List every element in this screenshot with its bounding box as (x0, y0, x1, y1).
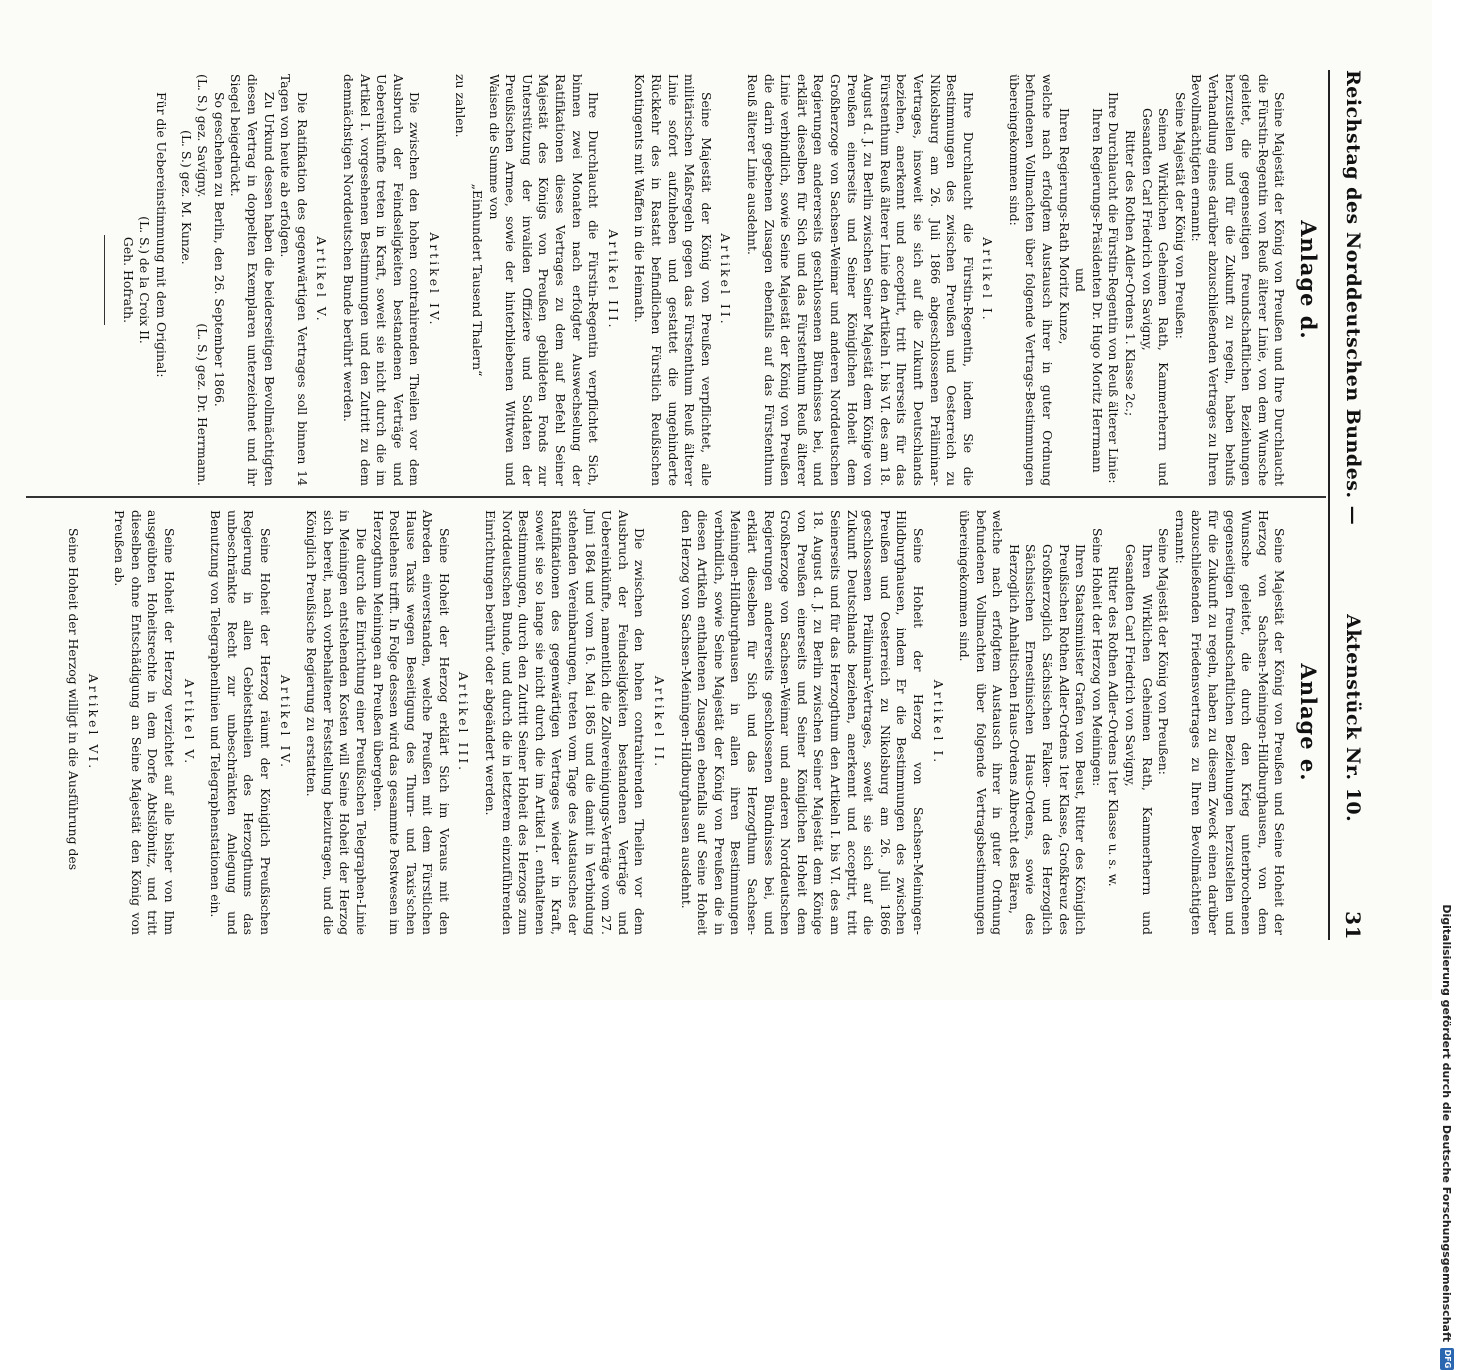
digitization-text: Digitalisierung gefördert durch die Deutsche Forschungsgemeinschaft (1440, 904, 1454, 1342)
column-divider (26, 496, 1326, 498)
left-art5: Die Ratifikation des gegenwärtigen Vertrages soll binnen 14 Tagen von heute ab erfolgen. (278, 74, 310, 486)
right-art1-title: Artikel I. (930, 679, 946, 766)
anlage-d-heading: Anlage d. (1296, 220, 1321, 340)
left-attest: Für die Uebereinstimmung mit dem Original: (154, 92, 169, 378)
left-end-rule (104, 235, 105, 325)
left-envoy-4: Ihren Regierungs-Rath Moritz Kunze, (1056, 108, 1072, 345)
left-sig-kunze: (L. S.) gez. M. Kunze. (178, 130, 194, 265)
digitization-note (1436, 70, 1458, 1370)
page-number: 31 (1341, 911, 1365, 940)
left-art4: Die zwischen den hohen contrahirenden Theilen vor dem Ausbruch der Feindseligkeiten bestandenen Verträge und Uebereinkünfte treten in Kraft, soweit sie nicht durch die im Artikel I. vorgesehenen Bestimmungen und den Zutritt zu dem demnächstigen Norddeutschen Bunde berührt werden. (340, 74, 423, 486)
right-column (64, 510, 1324, 935)
left-envoy-2: Ritter des Rothen Adler-Ordens 1. Klasse 2c.; (1123, 130, 1139, 417)
left-art2: Seine Majestät der König von Preußen verpflichtet, alle militärischen Maßregeln gegen das Fürstenthum Reuß älterer Linie sofort aufzuheben und gestattet die ungehinderte Rückkehr des in Rastatt befindlichen Fürstlich Reußischen Kontingents mit Waffen in die Heimath. (632, 74, 714, 486)
right-envoy-2: Ritter des Rothen Adler-Ordens 1ter Klasse u. s. w. (1106, 566, 1122, 887)
left-art1: Ihre Durchlaucht die Fürstin-Regentin, indem Sie die Bestimmungen des zwischen Preußen und Oesterreich zu Nikolsburg am 26. Juli 1866 abgeschlossenen Präliminar-Vertrages, insoweit sie sich auf die Zukunft Deutschlands beziehen, anerkennt und acceptirt, tritt Ihrerseits für das Fürstenthum Reuß älterer Linie den Artikeln I. bis VI. des am 18. August d. J. zu Berlin zwischen Seiner Majestät dem Könige von Preußen einerseits und Seiner Königlichen Hoheit dem Großherzoge von Sachsen-Weimar und anderen Norddeutschen Regierungen andererseits geschlossenen Bündnisses bei, und erklärt dieselben für Sich und das Fürstenthum Reuß älterer Linie verbindlich, sowie Seine Majestät der König von Preußen die darin gegebenen Zusagen ebenfalls auf das Fürstenthum Reuß älterer Linie ausdehnt. (745, 74, 976, 486)
right-art6: Seine Hoheit der Herzog willigt in die Ausführung des (66, 528, 82, 871)
left-king: Seine Majestät der König von Preußen: (1172, 92, 1188, 339)
left-art3-title: Artikel III. (605, 229, 621, 331)
left-intro: Seine Majestät der König von Preußen und Ihre Durchlaucht die Fürstin-Regentin von Reuß älterer Linie, von dem Wunsche geleitet, die gegenseitigen freundschaftlichen Beziehungen herzustellen und für die Zukunft zu regeln, haben behufs Verhandlung eines darüber abzuschließenden Vertrages zu Ihren Bevollmächtigten ernannt: (1189, 74, 1288, 486)
header-title-right: Aktenstück Nr. 10. (1342, 614, 1364, 823)
dfg-logo-icon: DFG (1440, 1348, 1454, 1370)
left-signatures-row (194, 74, 211, 486)
left-place-date: So geschehen zu Berlin, den 26. September 1866. (211, 92, 227, 407)
right-art5: Seine Hoheit der Herzog verzichtet auf alle bisher von Ihm ausgeübten Hoheitsrechte in dem Dorfe Abtslöbnitz, und tritt dieselben ohne Entschädigung an Seine Majestät den König von Preußen ab. (112, 510, 177, 935)
left-regent: Ihre Durchlaucht die Fürstin-Regentin von Reuß älterer Linie: (1106, 92, 1122, 484)
right-king: Seine Majestät der König von Preußen: (1156, 528, 1172, 775)
right-art6-title: Artikel VI. (85, 673, 101, 772)
left-sig-savigny: (L. S.) gez. Savigny. (195, 74, 211, 198)
right-art3b: Die durch die Einrichtung einer Preußischen Telegraphen-Linie in Meiningen entstehenden Kosten will Seine Hoheit der Herzog sich bereit, nach vorbehaltener Feststellung beizutragen, und die Königlich Preußische Regierung zu erstatten. (304, 510, 369, 935)
left-art3-sum: „Einhundert Tausend Thalern“ (470, 183, 486, 377)
left-art4-title: Artikel IV. (426, 232, 442, 328)
left-art1-title: Artikel I. (980, 237, 996, 323)
right-art2-title: Artikel II. (652, 675, 668, 770)
right-art3-title: Artikel III. (456, 671, 472, 774)
right-art1: Seine Hoheit der Herzog von Sachsen-Meiningen-Hildburghausen, indem Er die Bestimmungen des zwischen Preußen und Oesterreich zu Nikolsburg am 26. Juli 1866 geschlossenen Präliminar-Vertrages, soweit sie sich auf die Zukunft Deutschlands beziehen, anerkennt und acceptirt, tritt Seinerseits und für das Herzogthum den Artikeln I. bis VI. des am 18. August d. J. zu Berlin zwischen Seiner Majestät dem Könige von Preußen einerseits und Seiner Königlichen Hoheit dem Großherzoge von Sachsen-Weimar und anderen Norddeutschen Regierungen andererseits geschlossenen Bündnisses bei, und erklärt dieselben für Sich und das Herzogthum Sachsen-Meiningen-Hildburghausen in allen ihren Bestimmungen verbindlich, sowie Seine Majestät der König von Preußen die in diesen Artikeln enthaltenen Zusagen ebenfalls auf Seine Hoheit den Herzog von Sachsen-Meiningen-Hildburghausen ausdehnt. (678, 510, 926, 935)
left-after: welche nach erfolgtem Austausch ihrer in guter Ordnung befundenen Vollmachten über folgende Vertrags-Bestimmungen übereingekommen sind: (1006, 74, 1056, 486)
right-envoy-3: Ihren Staatsminister Grafen von Beust, Ritter des Königlich Preußischen Rothen Adler-Ordens 1ter Klasse, Großkreuz des Großherzoglich Sächsischen Falken- und des Herzoglich Sächsischen Ernestinischen Haus-Ordens, sowie des Herzoglich Anhaltischen Haus-Ordens Albrecht des Bären, (1006, 544, 1089, 935)
right-intro: Seine Majestät der König von Preußen und Seine Hoheit der Herzog von Sachsen-Meiningen-Hildburghausen, von dem Wunsche geleitet, die durch den Krieg unterbrochenen gegenseitigen freundschaftlichen Beziehungen herzustellen und für die Zukunft zu regeln, haben zu diesem Zweck einen darüber abzuschließenden Friedensvertrages zu Ihren Bevollmächtigten ernannt: (1172, 510, 1288, 935)
left-sig-herrmann: (L. S.) gez. Dr. Herrmann. (195, 323, 211, 486)
right-art4-title: Artikel IV. (277, 674, 293, 771)
left-envoy-1: Seinen Wirklichen Geheimen Rath, Kammerherrn und Gesandten Carl Friedrich von Savigny, (1139, 108, 1172, 486)
right-after: welche nach erfolgtem Austausch ihrer in guter Ordnung befundenen Vollmachten über folgende Vertragsbestimmungen übereingekommen sind. (957, 510, 1006, 935)
right-art3: Seine Hoheit der Herzog erklärt Sich im Voraus mit den Abreden einverstanden, welche Preußen mit dem Fürstlichen Hause Taxis wegen Beseitigung des Thurn- und Taxis'schen Postlehens trifft. In Folge dessen wird das gesammte Postwesen im Herzogthum Meiningen an Preußen übergehen. (370, 510, 452, 935)
left-art3: Ihre Durchlaucht die Fürstin-Regentin verpflichtet Sich, binnen zwei Monaten nach erfolgter Auswechselung der Ratifikationen dieses Vertrages zu dem auf Befehl Seiner Majestät des Königs von Preußen gebildeten Fonds zur Unterstützung der invaliden Offiziere und Soldaten der Preußischen Armee, sowie der hinterbliebenen Wittwen und Waisen die Summe von (486, 74, 602, 486)
left-und: und (1073, 268, 1089, 292)
right-art2: Die zwischen den hohen contrahirenden Theilen vor dem Ausbruch der Feindseligkeiten bestandenen Verträge und Uebereinkünfte, namentlich die Zollvereinigungs-Verträge vom 27. Juni 1864 und vom 16. Mai 1865 und die damit in Verbindung stehenden Vereinbarungen, treten vom Tage des Austausches der Ratifikationen des gegenwärtigen Vertrages wieder in Kraft, soweit sie so lange sie nicht durch die im Artikel I. enthaltenen Bestimmungen, durch den Zutritt Seiner Hoheit des Herzogs zum Norddeutschen Bunde, und durch die in letzterem einzuführenden Einrichtungen berührt oder abgeändert werden. (483, 510, 648, 935)
left-envoy-3: Ihren Regierungs-Präsidenten Dr. Hugo Moritz Herrmann (1089, 108, 1105, 473)
anlage-e-heading: Anlage e. (1296, 663, 1321, 782)
left-art2-title: Artikel II. (718, 233, 734, 327)
header-title-left: Reichstag des Norddeutschen Bundes. — (1342, 70, 1364, 526)
left-art5-title: Artikel V. (314, 236, 330, 324)
left-art3-end: zu zahlen. (453, 74, 469, 138)
header-rule (1328, 70, 1330, 940)
left-attest-title: Geh. Hofrath. (120, 236, 136, 324)
left-column (104, 74, 1324, 486)
left-attest-sig: (L. S.) de la Croix II. (137, 216, 153, 344)
running-header (1336, 70, 1370, 940)
left-art5b: Zu Urkund dessen haben die beiderseitigen Bevollmächtigten diesen Vertrag in doppelten Exemplaren unterzeichnet und ihr Siegel beigedrückt. (228, 74, 277, 486)
right-art4: Seine Hoheit der Herzog räumt der Königlich Preußischen Regierung in allen Gebietstheilen des Herzogthums das unbeschränkte Recht zur unbeschränkten Anlegung und Benutzung von Telegraphenlinien und Telegraphenstationen ein. (208, 510, 273, 935)
right-art5-title: Artikel V. (181, 678, 197, 767)
right-duke: Seine Hoheit der Herzog von Meiningen: (1089, 528, 1105, 787)
right-envoy-1: Ihren Wirklichen Geheimen Rath, Kammerherrn und Gesandten Carl Friedrich von Savigny, (1123, 544, 1155, 935)
